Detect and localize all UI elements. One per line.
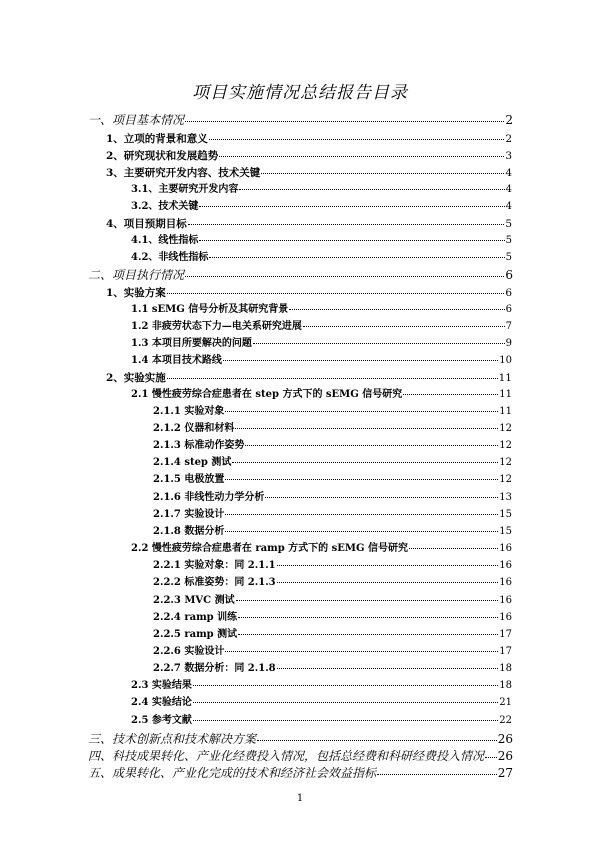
toc-dot-leader	[199, 240, 504, 241]
toc-entry-label: 4、项目预期目标	[106, 218, 187, 230]
toc-entry-page-number: 21	[499, 697, 512, 708]
toc-dot-leader	[232, 462, 498, 463]
toc-dot-leader	[238, 617, 498, 618]
toc-entry-page-number: 16	[499, 577, 512, 588]
toc-entry-label: 三、技术创新点和技术解决方案	[88, 732, 257, 746]
toc-dot-leader	[167, 378, 498, 379]
toc-dot-leader	[257, 740, 497, 741]
toc-entry-page-number: 2	[505, 113, 513, 127]
toc-entry[interactable]	[131, 302, 512, 318]
toc-entry[interactable]	[131, 713, 512, 729]
toc-entry[interactable]	[106, 370, 512, 386]
toc-entry-page-number: 15	[499, 526, 512, 537]
toc-entry[interactable]	[153, 421, 512, 437]
toc-entry[interactable]	[153, 438, 512, 454]
toc-entry-label: 4.1、线性指标	[131, 235, 199, 246]
toc-entry[interactable]	[153, 404, 512, 420]
toc-entry[interactable]	[106, 148, 512, 164]
toc-entry-label: 3.1、主要研究开发内容	[131, 184, 239, 195]
toc-entry-page-number: 11	[498, 372, 512, 384]
toc-entry-page-number: 5	[505, 252, 512, 263]
toc-dot-leader	[193, 685, 498, 686]
toc-entry-label: 一、项目基本情况	[88, 113, 185, 127]
toc-dot-leader	[193, 702, 498, 703]
toc-dot-leader	[485, 757, 497, 758]
toc-dot-leader	[253, 343, 505, 344]
toc-dot-leader	[185, 121, 504, 122]
toc-entry[interactable]	[131, 353, 512, 369]
toc-entry-label: 2、研究现状和发展趋势	[106, 150, 219, 162]
toc-entry-label: 2.1.5 电极放置	[153, 474, 225, 485]
toc-entry-page-number: 10	[499, 355, 512, 366]
toc-entry[interactable]	[106, 131, 512, 147]
toc-entry-page-number: 13	[499, 492, 512, 503]
toc-entry-label: 2.1.6 非线性动力学分析	[153, 492, 265, 503]
toc-entry-page-number: 11	[499, 389, 512, 400]
toc-entry-label: 1.2 非疲劳状态下力—电关系研究进展	[131, 321, 302, 332]
toc-entry-label: 2.1.8 数据分析	[153, 526, 225, 537]
toc-entry-page-number: 3	[505, 150, 512, 162]
toc-entry[interactable]	[131, 319, 512, 335]
toc-entry-page-number: 4	[505, 201, 512, 212]
toc-dot-leader	[185, 276, 504, 277]
toc-entry[interactable]	[88, 748, 513, 764]
toc-entry-label: 3.2、技术关键	[131, 201, 199, 212]
toc-entry[interactable]	[131, 541, 512, 557]
toc-entry-page-number: 16	[499, 543, 512, 554]
toc-entry-label: 四、科技成果转化、产业化经费投入情况，包括总经费和科研经费投入情况	[88, 749, 485, 763]
toc-dot-leader	[188, 224, 505, 225]
toc-entry[interactable]	[88, 267, 513, 283]
toc-entry[interactable]	[153, 455, 512, 471]
toc-dot-leader	[277, 565, 499, 566]
toc-entry[interactable]	[106, 285, 512, 301]
toc-entry-label: 1.1 sEMG 信号分析及其研究背景	[131, 304, 289, 315]
toc-dot-leader	[219, 156, 504, 157]
toc-dot-leader	[245, 445, 498, 446]
toc-entry-label: 2.2 慢性疲劳综合症患者在 ramp 方式下的 sEMG 信号研究	[131, 543, 408, 554]
toc-dot-leader	[377, 774, 497, 775]
toc-entry-page-number: 4	[505, 184, 512, 195]
toc-entry-label: 2.2.3 MVC 测试	[153, 595, 235, 606]
toc-entry-label: 五、成果转化、产业化完成的技术和经济社会效益指标	[88, 766, 377, 780]
toc-dot-leader	[225, 411, 498, 412]
toc-dot-leader	[225, 651, 498, 652]
toc-entry[interactable]	[153, 507, 512, 523]
toc-dot-leader	[303, 326, 505, 327]
toc-entry-page-number: 26	[497, 732, 513, 746]
toc-entry[interactable]	[131, 233, 512, 249]
toc-dot-leader	[167, 293, 505, 294]
toc-dot-leader	[277, 582, 499, 583]
toc-entry[interactable]	[153, 610, 512, 626]
toc-entry[interactable]	[153, 661, 512, 677]
toc-entry-label: 二、项目执行情况	[88, 268, 185, 282]
toc-entry-label: 2.1 慢性疲劳综合症患者在 step 方式下的 sEMG 信号研究	[131, 389, 403, 400]
toc-entry-page-number: 6	[505, 268, 513, 282]
toc-dot-leader	[261, 173, 504, 174]
toc-entry-page-number: 17	[499, 629, 512, 640]
toc-entry[interactable]	[153, 472, 512, 488]
toc-entry-page-number: 16	[499, 612, 512, 623]
toc-entry-label: 4.2、非线性指标	[131, 252, 209, 263]
toc-dot-leader	[265, 497, 498, 498]
toc-entry-label: 3、主要研究开发内容、技术关键	[106, 167, 261, 179]
toc-entry[interactable]	[131, 336, 512, 352]
toc-dot-leader	[289, 309, 504, 310]
toc-entry[interactable]	[153, 593, 512, 609]
toc-entry-page-number: 9	[505, 338, 512, 349]
toc-dot-leader	[409, 548, 498, 549]
toc-dot-leader	[239, 189, 504, 190]
page-number: 1	[296, 793, 304, 804]
toc-entry-label: 2.4 实验结论	[131, 697, 192, 708]
toc-entry[interactable]	[106, 216, 512, 232]
toc-entry[interactable]	[153, 575, 512, 591]
toc-entry-label: 1.3 本项目所要解决的问题	[131, 338, 252, 349]
toc-entry[interactable]	[88, 112, 513, 128]
toc-entry-label: 2.1.3 标准动作姿势	[153, 440, 245, 451]
toc-entry-page-number: 12	[499, 457, 512, 468]
toc-entry-page-number: 4	[505, 167, 512, 179]
toc-entry[interactable]	[131, 199, 512, 215]
toc-dot-leader	[225, 514, 498, 515]
toc-entry-page-number: 22	[499, 715, 512, 726]
toc-entry-page-number: 16	[499, 595, 512, 606]
toc-entry-label: 2.1.4 step 测试	[153, 457, 232, 468]
toc-entry-page-number: 12	[499, 423, 512, 434]
toc-entry-label: 2.2.4 ramp 训练	[153, 612, 238, 623]
toc-entry-page-number: 16	[499, 560, 512, 571]
toc-entry-label: 1、实验方案	[106, 287, 166, 299]
toc-entry[interactable]	[153, 644, 512, 660]
toc-entry[interactable]	[88, 765, 513, 781]
toc-dot-leader	[225, 531, 498, 532]
toc-entry[interactable]	[131, 250, 512, 266]
toc-entry-page-number: 17	[499, 646, 512, 657]
toc-dot-leader	[225, 479, 498, 480]
toc-entry-label: 2.1.1 实验对象	[153, 406, 225, 417]
toc-entry[interactable]	[131, 387, 512, 403]
toc-entry-label: 1、立项的背景和意义	[106, 133, 208, 145]
toc-entry[interactable]	[106, 165, 512, 181]
toc-entry-page-number: 5	[505, 235, 512, 246]
toc-dot-leader	[277, 668, 499, 669]
toc-entry-label: 2.2.6 实验设计	[153, 646, 225, 657]
toc-entry-label: 2.5 参考文献	[131, 715, 192, 726]
toc-entry-label: 2.2.1 实验对象：同 2.1.1	[153, 560, 276, 571]
toc-dot-leader	[199, 206, 504, 207]
toc-entry-label: 2.3 实验结果	[131, 680, 192, 691]
toc-entry-page-number: 27	[497, 766, 513, 780]
toc-entry-page-number: 15	[499, 509, 512, 520]
toc-entry-page-number: 26	[497, 749, 513, 763]
toc-entry[interactable]	[88, 731, 513, 747]
toc-entry[interactable]	[131, 182, 512, 198]
toc-entry-label: 2.1.2 仪器和材料	[153, 423, 235, 434]
toc-entry-page-number: 12	[499, 474, 512, 485]
toc-entry-page-number: 6	[505, 287, 512, 299]
toc-entry[interactable]	[153, 490, 512, 506]
toc-entry-label: 1.4 本项目技术路线	[131, 355, 222, 366]
toc-entry[interactable]	[153, 627, 512, 643]
toc-entry-page-number: 12	[499, 440, 512, 451]
toc-dot-leader	[223, 360, 498, 361]
toc-entry-label: 2、实验实施	[106, 372, 166, 384]
toc-dot-leader	[235, 428, 498, 429]
toc-entry-page-number: 7	[505, 321, 512, 332]
toc-entry[interactable]	[153, 558, 512, 574]
toc-entry-page-number: 5	[505, 218, 512, 230]
toc-dot-leader	[403, 394, 498, 395]
toc-entry-label: 2.2.7 数据分析：同 2.1.8	[153, 663, 276, 674]
toc-entry-page-number: 18	[499, 680, 512, 691]
toc-entry[interactable]	[153, 524, 512, 540]
toc-entry-label: 2.2.2 标准姿势：同 2.1.3	[153, 577, 276, 588]
document-title: 项目实施情况总结报告目录	[192, 83, 408, 103]
toc-entry-label: 2.2.5 ramp 测试	[153, 629, 238, 640]
toc-dot-leader	[209, 257, 504, 258]
toc-entry-page-number: 18	[499, 663, 512, 674]
toc-entry[interactable]	[131, 678, 512, 694]
toc-entry-page-number: 11	[499, 406, 512, 417]
toc-dot-leader	[236, 600, 499, 601]
toc-dot-leader	[209, 139, 505, 140]
toc-entry-label: 2.1.7 实验设计	[153, 509, 225, 520]
toc-dot-leader	[193, 720, 498, 721]
toc-entry-page-number: 6	[505, 304, 512, 315]
toc-entry[interactable]	[131, 695, 512, 711]
toc-dot-leader	[238, 634, 498, 635]
toc-entry-page-number: 2	[505, 133, 512, 145]
